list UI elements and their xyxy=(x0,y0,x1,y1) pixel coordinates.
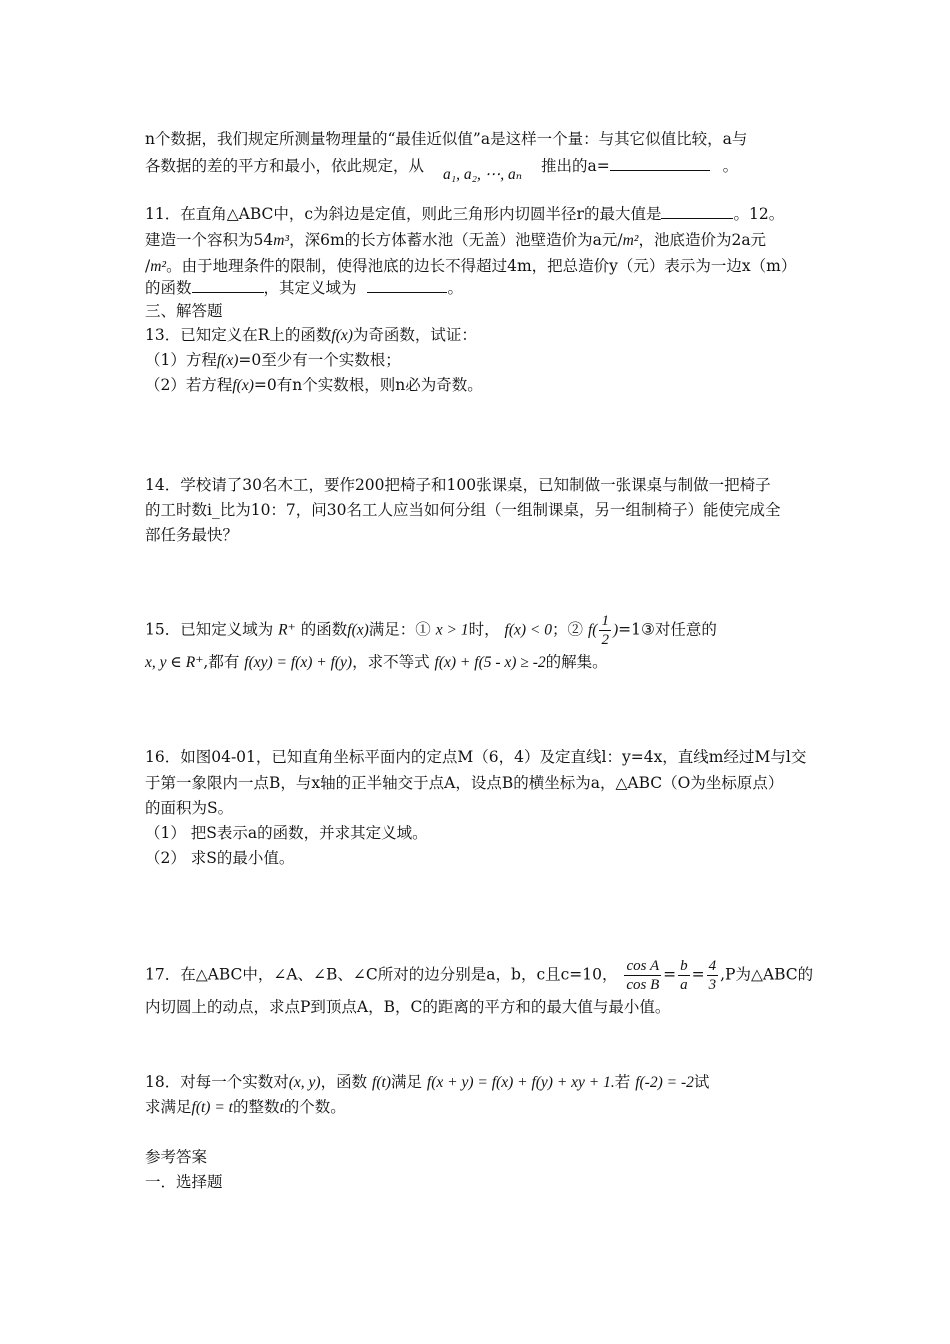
question-15-line-2: x, y ∈ R⁺,都有 f(xy) = f(x) + f(y)，求不等式 f(x) + f(5 - x) ≥ -2的解集。 xyxy=(145,653,608,671)
answer-blank xyxy=(661,204,733,219)
question-12-line-3: 的函数 ，其定义域为 。 xyxy=(145,279,463,297)
question-16-part-2: （2） 求S的最小值。 xyxy=(145,849,295,867)
question-15-line-1: 15．已知定义域为 R⁺ 的函数f(x)满足：① x > 1时， f(x) < 0；② f( $\frac{1}{2}$ )=1③对任意的 xyxy=(145,613,717,648)
question-13-part-2: （2）若方程f(x)=0有n个实数根，则n必为奇数。 xyxy=(145,376,483,394)
answer-blank xyxy=(367,278,447,293)
question-18-line-1: 18．对每一个实数对(x, y)，函数 f(t)满足 f(x + y) = f(x) + f(y) + xy + 1.若 f(-2) = -2试 xyxy=(145,1073,710,1091)
answer-blank xyxy=(192,278,264,293)
question-17-line-2: 内切圆上的动点，求点P到顶点A，B，C的距离的平方和的最大值与最小值。 xyxy=(145,998,671,1016)
question-11: 11．在直角△ABC中，c为斜边是定值，则此三角形内切圆半径r的最大值是 。12。 xyxy=(145,205,785,223)
question-14-line-1: 14．学校请了30名木工，要作200把椅子和100张课桌，已知制做一张课桌与制做一把椅子 xyxy=(145,476,771,494)
question-16-line-3: 的面积为S。 xyxy=(145,799,234,817)
text-line-2: 各数据的差的平方和最小，依此规定，从 a₁, a₂, ⋯, aₙ 推出的a= 。 xyxy=(145,155,738,178)
question-16-line-1: 16．如图04-01，已知直角坐标平面内的定点M（6，4）及定直线l：y=4x，直线m经过M与l交 xyxy=(145,748,807,766)
fraction-cos-ratio: $\frac{\text{cos A}}{\text{cos B}}$ xyxy=(626,958,660,993)
question-17-line-1: 17．在△ABC中，∠A、∠B、∠C所对的边分别是a，b，c且c=10， $\frac{\text{cos A}}{\text{cos B}}$ = $\frac{b}{a}$ = $\frac{4}{3}$ ,P为△ABC的 xyxy=(145,958,814,993)
section-heading: 三、解答题 xyxy=(145,302,223,320)
question-16-part-1: （1） 把S表示a的函数，并求其定义域。 xyxy=(145,824,428,842)
question-13: 13．已知定义在R上的函数f(x)为奇函数，试证： xyxy=(145,326,477,344)
question-14-line-2: 的工时数i_比为10：7，问30名工人应当如何分组（一组制课桌，另一组制椅子）能使完成全 xyxy=(145,501,781,519)
question-14-line-3: 部任务最快？ xyxy=(145,526,239,544)
answers-section-heading: 一．选择题 xyxy=(145,1173,223,1191)
answers-heading: 参考答案 xyxy=(145,1148,208,1166)
question-16-line-2: 于第一象限内一点B，与x轴的正半轴交于点A，设点B的横坐标为a，△ABC（O为坐标原点） xyxy=(145,774,784,792)
fraction-one-half: $\frac{1}{2}$ xyxy=(601,613,609,648)
question-12-line-1: 建造一个容积为54m³，深6m的长方体蓄水池（无盖）池壁造价为a元/m²，池底造价为2a元 xyxy=(145,231,767,249)
answer-blank xyxy=(610,156,710,171)
question-18-line-2: 求满足f(t) = t的整数t的个数。 xyxy=(145,1098,346,1116)
sequence-formula: a₁, a₂, ⋯, aₙ xyxy=(442,166,523,183)
question-12-line-2: /m²。由于地理条件的限制，使得池底的边长不得超过4m，把总造价y（元）表示为一边x（m） xyxy=(145,257,797,275)
fraction-b-over-a: $\frac{b}{a}$ xyxy=(680,958,688,993)
fraction-four-thirds: $\frac{4}{3}$ xyxy=(708,958,717,993)
question-13-part-1: （1）方程f(x)=0至少有一个实数根； xyxy=(145,351,401,369)
text-line-1: n个数据，我们规定所测量物理量的“最佳近似值”a是这样一个量：与其它似值比较，a与 xyxy=(145,130,748,148)
